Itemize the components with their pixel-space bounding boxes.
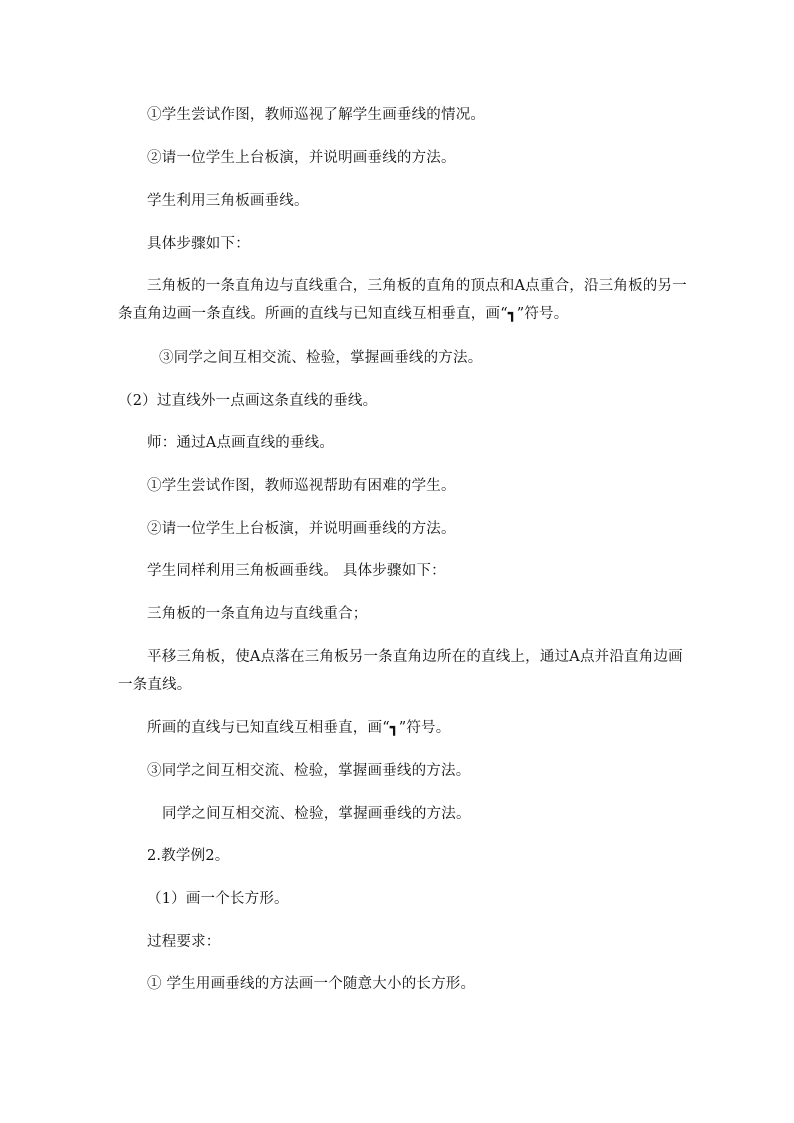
- paragraph-step3-exchange: ③同学之间互相交流、检验，掌握画垂线的方法。: [159, 350, 483, 366]
- paragraph-use-triangle: 学生利用三角板画垂线。: [147, 193, 309, 209]
- paragraph-step1-try-drawing: ①学生尝试作图，教师巡视了解学生画垂线的情况。: [147, 107, 486, 123]
- paragraph-process-requirements: 过程要求：: [147, 934, 221, 950]
- paragraph-teacher-prompt: 师：通过A点画直线的垂线。: [147, 435, 335, 451]
- paragraph-translate-line2: 一条直线。: [118, 677, 192, 693]
- paragraph-exchange-repeat: 同学之间互相交流、检验，掌握画垂线的方法。: [162, 806, 471, 822]
- paragraph-step2-board-demo-2: ②请一位学生上台板演，并说明画垂线的方法。: [147, 521, 456, 537]
- paragraph-perpendicular-symbol: 所画的直线与已知直线互相垂直，画“┓”符号。: [147, 720, 451, 736]
- paragraph-step1-rectangle: ① 学生用画垂线的方法画一个随意大小的长方形。: [147, 976, 476, 992]
- paragraph-step3-exchange-2: ③同学之间互相交流、检验，掌握画垂线的方法。: [147, 763, 471, 779]
- paragraph-steps-heading: 具体步骤如下：: [147, 236, 250, 252]
- paragraph-triangle-procedure-line1: 三角板的一条直角边与直线重合，三角板的直角的顶点和A点重合，沿三角板的另一: [147, 278, 687, 294]
- paragraph-translate-line1: 平移三角板，使A点落在三角板另一条直角边所在的直线上，通过A点并沿直角边画: [147, 649, 683, 665]
- paragraph-align-edge: 三角板的一条直角边与直线重合；: [147, 606, 368, 622]
- paragraph-same-method: 学生同样利用三角板画垂线。 具体步骤如下：: [147, 563, 446, 579]
- paragraph-section-2-heading: （2）过直线外一点画这条直线的垂线。: [118, 393, 378, 409]
- paragraph-step2-board-demo: ②请一位学生上台板演，并说明画垂线的方法。: [147, 150, 456, 166]
- paragraph-step1-help: ①学生尝试作图，教师巡视帮助有困难的学生。: [147, 478, 456, 494]
- paragraph-triangle-procedure-line2: 条直角边画一条直线。所画的直线与已知直线互相垂直，画“┓”符号。: [118, 306, 569, 322]
- paragraph-example-2-heading: 2.教学例2。: [147, 848, 230, 864]
- paragraph-draw-rectangle: （1）画一个长方形。: [147, 891, 289, 907]
